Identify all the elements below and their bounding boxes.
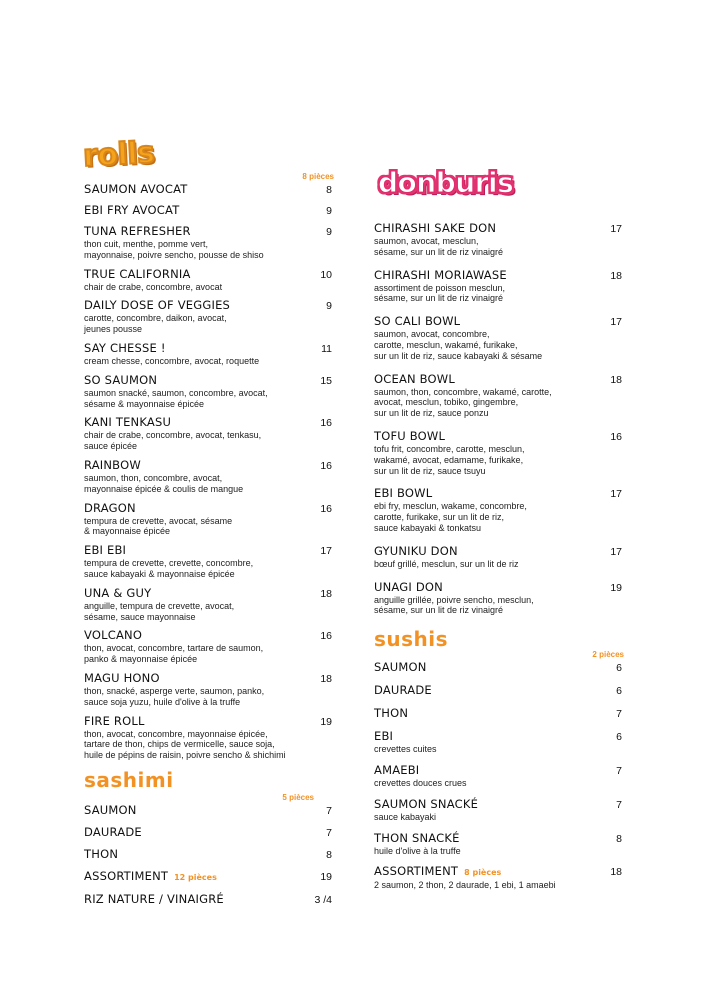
donburis-logo: donburis bbox=[378, 166, 514, 199]
menu-item-name bbox=[84, 628, 142, 642]
menu-item-row bbox=[84, 847, 334, 862]
menu-item-price: 10 bbox=[320, 268, 332, 281]
menu-item-name bbox=[84, 267, 191, 281]
menu-item-description: thon, snacké, asperge verte, saumon, panko, bbox=[84, 685, 265, 696]
menu-item-row bbox=[84, 203, 334, 218]
menu-item-name bbox=[84, 341, 166, 355]
menu-item bbox=[374, 864, 624, 891]
menu-item-price: 17 bbox=[320, 545, 332, 558]
menu-item-name-text: RIZ NATURE / VINAIGRÉ bbox=[84, 891, 224, 906]
menu-item-row bbox=[374, 372, 624, 387]
sushis-pieces-note: 2 pièces bbox=[592, 650, 624, 660]
sushis-list bbox=[374, 660, 624, 891]
menu-item-name-text: SAUMON SNACKÉ bbox=[374, 796, 479, 811]
menu-item-row bbox=[374, 429, 624, 444]
menu-item-name bbox=[84, 892, 224, 906]
menu-item bbox=[84, 415, 334, 452]
menu-item-name-text: SAUMON bbox=[84, 802, 137, 817]
menu-item bbox=[374, 486, 624, 533]
menu-item-row bbox=[84, 415, 334, 430]
donburis-list bbox=[374, 221, 624, 616]
menu-item bbox=[374, 221, 624, 258]
sushis-title: sushis bbox=[374, 627, 449, 652]
menu-item-price: 17 bbox=[610, 223, 622, 235]
menu-item-name bbox=[84, 415, 171, 429]
menu-item-name bbox=[374, 797, 478, 811]
menu-item-name-text: GYUNIKU DON bbox=[374, 543, 458, 558]
menu-item-name-text: ASSORTIMENT bbox=[374, 864, 459, 879]
menu-item-name bbox=[374, 580, 443, 594]
menu-item-pieces-note: 12 pièces bbox=[174, 872, 217, 882]
menu-item-price: 7 bbox=[326, 804, 332, 817]
menu-item-name bbox=[374, 864, 501, 880]
menu-item-description: sauce épicée bbox=[84, 441, 138, 452]
menu-item-name-text: TUNA REFRESHER bbox=[84, 224, 191, 238]
sashimi-list bbox=[84, 803, 334, 907]
menu-item-price: 8 bbox=[616, 832, 622, 845]
menu-item-name-text: CHIRASHI MORIAWASE bbox=[374, 267, 507, 282]
menu-item-price: 7 bbox=[616, 764, 622, 777]
menu-item-price: 19 bbox=[320, 715, 332, 728]
sashimi-title: sashimi bbox=[84, 767, 174, 792]
menu-item-name bbox=[374, 268, 507, 282]
menu-item-row bbox=[84, 869, 334, 885]
menu-item-description: mayonnaise, poivre sencho, pousse de shiso bbox=[84, 249, 264, 260]
menu-item-name-text: VOLCANO bbox=[84, 628, 143, 643]
menu-item-name bbox=[84, 298, 230, 312]
menu-item-description: sur un lit de riz, sauce kabayaki & sésame bbox=[374, 350, 543, 361]
menu-item bbox=[374, 706, 624, 721]
menu-item-price: 8 bbox=[326, 184, 332, 196]
menu-item bbox=[374, 797, 624, 823]
menu-item bbox=[84, 298, 334, 335]
menu-item-price: 19 bbox=[610, 581, 622, 594]
menu-item-description: tempura de crevette, crevette, concombre, bbox=[84, 558, 254, 569]
menu-item bbox=[84, 543, 334, 580]
menu-item-description: mayonnaise épicée & coulis de mangue bbox=[84, 483, 244, 494]
menu-item-name bbox=[374, 221, 496, 235]
menu-item-row bbox=[374, 763, 624, 778]
menu-item-name-text: AMAEBI bbox=[374, 762, 420, 777]
menu-item-description: saumon snacké, saumon, concombre, avocat, bbox=[84, 387, 268, 398]
menu-item bbox=[374, 268, 624, 305]
menu-item-name bbox=[84, 203, 179, 217]
menu-item-price: 18 bbox=[610, 373, 622, 386]
menu-item-price: 17 bbox=[610, 316, 622, 329]
menu-item-row bbox=[374, 268, 624, 283]
menu-item-row bbox=[374, 314, 624, 329]
menu-item-name-text: EBI bbox=[374, 729, 394, 744]
menu-item-name-text: THON bbox=[84, 846, 119, 861]
menu-item-description: thon, avocat, concombre, tartare de saumon, bbox=[84, 643, 264, 654]
menu-item-description: huile d'olive à la truffe bbox=[374, 845, 461, 856]
menu-item-name-text: THON bbox=[374, 706, 409, 721]
menu-item-row bbox=[84, 458, 334, 473]
menu-item bbox=[84, 501, 334, 538]
menu-item bbox=[374, 831, 624, 857]
menu-item-row bbox=[84, 267, 334, 282]
menu-item-name-text: SAY CHESSE ! bbox=[84, 340, 166, 355]
menu-item-name bbox=[84, 869, 217, 885]
menu-item-name-text: TOFU BOWL bbox=[374, 428, 446, 443]
menu-item-price: 16 bbox=[610, 430, 622, 443]
menu-item bbox=[84, 267, 334, 293]
menu-item-name bbox=[84, 182, 188, 196]
menu-item-name bbox=[374, 486, 432, 500]
menu-item-description: sauce soja yuzu, huile d'olive à la truffe bbox=[84, 696, 241, 707]
menu-item-row bbox=[84, 298, 334, 313]
menu-item-description: cream chesse, concombre, avocat, roquette bbox=[84, 355, 260, 366]
menu-item-name bbox=[84, 825, 142, 839]
menu-item-name bbox=[374, 763, 419, 777]
menu-item-description: carotte, furikake, sur un lit de riz, bbox=[374, 512, 505, 523]
menu-item-description: carotte, concombre, daikon, avocat, bbox=[84, 313, 227, 324]
menu-item-price: 9 bbox=[326, 205, 332, 217]
menu-item-row bbox=[84, 714, 334, 729]
menu-item-description: saumon, thon, concombre, avocat, bbox=[84, 472, 223, 483]
menu-item-row bbox=[374, 831, 624, 846]
menu-item-price: 19 bbox=[320, 870, 332, 883]
menu-item bbox=[84, 671, 334, 708]
menu-item-name bbox=[84, 373, 157, 387]
menu-item bbox=[84, 892, 334, 907]
menu-item-name-text: SAUMON AVOCAT bbox=[84, 182, 188, 196]
menu-item-price: 7 bbox=[616, 708, 622, 721]
menu-item-name bbox=[374, 660, 427, 674]
menu-item-price: 6 bbox=[616, 685, 622, 698]
menu-item-description: saumon, avocat, mesclun, bbox=[374, 236, 479, 246]
menu-item-name bbox=[374, 314, 460, 328]
menu-item-description: sur un lit de riz, sauce ponzu bbox=[374, 408, 489, 419]
menu-item-description: bœuf grillé, mesclun, sur un lit de riz bbox=[374, 558, 519, 569]
menu-item-price: 3 /4 bbox=[314, 893, 332, 906]
menu-item-row bbox=[374, 729, 624, 744]
menu-item-name bbox=[84, 671, 160, 685]
menu-item-row bbox=[374, 864, 624, 880]
menu-item-price: 18 bbox=[610, 269, 622, 282]
menu-item-row bbox=[374, 660, 624, 675]
rolls-pieces-note: 8 pièces bbox=[302, 172, 334, 181]
menu-item bbox=[84, 803, 334, 818]
menu-item-row bbox=[374, 580, 624, 595]
menu-item-row bbox=[84, 341, 334, 356]
menu-item-name-text: ASSORTIMENT bbox=[84, 868, 169, 883]
menu-item-row bbox=[84, 803, 334, 818]
menu-item-name bbox=[374, 706, 408, 720]
menu-item-name bbox=[374, 683, 432, 697]
menu-item-description: sauce kabayaki & mayonnaise épicée bbox=[84, 568, 235, 579]
menu-item-price: 8 bbox=[326, 848, 332, 861]
menu-item-row bbox=[84, 501, 334, 516]
menu-item-row bbox=[84, 671, 334, 686]
menu-item-name bbox=[374, 544, 458, 558]
menu-item-row bbox=[374, 486, 624, 501]
menu-item-price: 16 bbox=[320, 417, 332, 430]
menu-item-description: anguille grillée, poivre sencho, mesclun, bbox=[374, 594, 534, 605]
menu-item-name-text: MAGU HONO bbox=[84, 670, 160, 685]
menu-item-name bbox=[84, 224, 191, 238]
menu-item-price: 15 bbox=[320, 374, 332, 387]
menu-item-price: 6 bbox=[616, 731, 622, 744]
menu-item-description: avocat, mesclun, tobiko, gingembre, bbox=[374, 397, 519, 408]
menu-item-name-text: CHIRASHI SAKE DON bbox=[374, 221, 497, 235]
menu-item-description: saumon, thon, concombre, wakamé, carotte, bbox=[374, 386, 552, 397]
menu-item bbox=[374, 314, 624, 361]
menu-item-price: 7 bbox=[326, 826, 332, 839]
menu-item-name-text: EBI EBI bbox=[84, 543, 127, 558]
menu-item-description: crevettes cuites bbox=[374, 744, 437, 755]
menu-item-name bbox=[374, 831, 460, 845]
menu-item-name-text: EBI FRY AVOCAT bbox=[84, 203, 180, 217]
menu-item-name-text: EBI BOWL bbox=[374, 486, 433, 501]
menu-item-description: crevettes douces crues bbox=[374, 777, 467, 788]
menu-item-row bbox=[374, 706, 624, 721]
menu-item bbox=[84, 825, 334, 840]
menu-item-description: tartare de thon, chips de vermicelle, sauce soja, bbox=[84, 739, 275, 750]
menu-item-price: 9 bbox=[326, 300, 332, 313]
menu-item-description: sauce kabayaki bbox=[374, 811, 437, 822]
menu-item bbox=[374, 544, 624, 570]
menu-item-name bbox=[374, 372, 455, 386]
menu-item-description: carotte, mesclun, wakamé, furikake, bbox=[374, 339, 518, 350]
menu-item-row bbox=[374, 221, 624, 236]
menu-item-pieces-note: 8 pièces bbox=[464, 868, 502, 878]
menu-item-description: anguille, tempura de crevette, avocat, bbox=[84, 600, 235, 611]
menu-item-row bbox=[84, 628, 334, 643]
menu-item-row bbox=[374, 797, 624, 812]
menu-item-name-text: THON SNACKÉ bbox=[374, 830, 460, 845]
menu-item-price: 7 bbox=[616, 798, 622, 811]
menu-item bbox=[84, 869, 334, 885]
menu-item-price: 6 bbox=[616, 662, 622, 675]
menu-item-description: saumon, avocat, concombre, bbox=[374, 329, 490, 340]
menu-item bbox=[84, 628, 334, 665]
menu-item-name-text: KANI TENKASU bbox=[84, 415, 172, 430]
menu-item-price: 18 bbox=[320, 672, 332, 685]
menu-item bbox=[84, 203, 334, 218]
menu-item bbox=[374, 763, 624, 789]
menu-item-row bbox=[84, 543, 334, 558]
menu-item bbox=[84, 586, 334, 623]
menu-item-name-text: SO CALI BOWL bbox=[374, 314, 461, 329]
menu-item-name-text: UNA & GUY bbox=[84, 585, 152, 600]
menu-item-description: & mayonnaise épicée bbox=[84, 526, 171, 537]
menu-item-row bbox=[84, 373, 334, 388]
menu-item-name bbox=[84, 543, 126, 557]
menu-item-name bbox=[84, 714, 145, 728]
menu-item-row bbox=[84, 182, 334, 197]
menu-item-description: assortiment de poisson mesclun, bbox=[374, 282, 506, 293]
menu-item-price: 16 bbox=[320, 630, 332, 643]
menu-item-description: sur un lit de riz, sauce tsuyu bbox=[374, 465, 486, 476]
menu-item-description: sésame, sur un lit de riz vinaigré bbox=[374, 293, 504, 304]
right-column bbox=[374, 165, 624, 899]
menu-item bbox=[84, 373, 334, 410]
menu-item-description: sésame, sur un lit de riz vinaigré bbox=[374, 605, 504, 616]
menu-item-name bbox=[84, 847, 118, 861]
menu-item-price: 9 bbox=[326, 226, 332, 238]
menu-item-row bbox=[84, 586, 334, 601]
menu-item-name bbox=[84, 458, 141, 472]
menu-item-price: 11 bbox=[321, 342, 332, 355]
menu-item bbox=[84, 458, 334, 495]
menu-item bbox=[374, 580, 624, 617]
menu-item-name bbox=[374, 429, 445, 443]
menu-item-description: sésame & mayonnaise épicée bbox=[84, 398, 205, 409]
menu-item-row bbox=[84, 892, 334, 907]
menu-item-name-text: SO SAUMON bbox=[84, 372, 158, 387]
menu-item-row bbox=[84, 825, 334, 840]
menu-item-price: 16 bbox=[320, 459, 332, 472]
menu-item bbox=[84, 182, 334, 197]
menu-item-price: 17 bbox=[610, 488, 622, 501]
menu-item bbox=[374, 660, 624, 675]
menu-item-description: thon cuit, menthe, pomme vert, bbox=[84, 239, 209, 249]
menu-item-description: wakamé, avocat, edamame, furikake, bbox=[374, 454, 524, 465]
menu-item bbox=[374, 429, 624, 476]
menu-item-name-text: OCEAN BOWL bbox=[374, 371, 455, 386]
menu-item-description: thon, avocat, concombre, mayonnaise épicée, bbox=[84, 728, 268, 739]
menu-item-row bbox=[374, 544, 624, 559]
menu-item-name-text: DAURADE bbox=[374, 683, 432, 698]
menu-item-row bbox=[84, 224, 334, 239]
menu-item-description: huile de pépins de raisin, poivre sencho & shichimi bbox=[84, 750, 286, 761]
menu-item-description: chair de crabe, concombre, avocat bbox=[84, 281, 223, 292]
menu-item-description: panko & mayonnaise épicée bbox=[84, 654, 198, 665]
menu-item-price: 17 bbox=[610, 545, 622, 558]
menu-item-name bbox=[84, 501, 136, 515]
menu-item bbox=[84, 847, 334, 862]
menu-item-price: 16 bbox=[320, 502, 332, 515]
menu-item-name-text: TRUE CALIFORNIA bbox=[84, 266, 191, 281]
menu-item-name bbox=[374, 729, 393, 743]
left-column bbox=[82, 135, 334, 914]
menu-item-name-text: FIRE ROLL bbox=[84, 713, 145, 728]
menu-item-description: chair de crabe, concombre, avocat, tenkasu, bbox=[84, 430, 262, 441]
menu-item bbox=[84, 341, 334, 367]
rolls-list bbox=[84, 182, 334, 761]
menu-item-name-text: UNAGI DON bbox=[374, 579, 443, 594]
menu-item-price: 18 bbox=[320, 587, 332, 600]
menu-item-description: sésame, sauce mayonnaise bbox=[84, 611, 196, 622]
menu-item-description: 2 saumon, 2 thon, 2 daurade, 1 ebi, 1 amaebi bbox=[374, 880, 556, 891]
menu-item-description: tempura de crevette, avocat, sésame bbox=[84, 515, 233, 526]
menu-item bbox=[374, 372, 624, 419]
menu-item-description: tofu frit, concombre, carotte, mesclun, bbox=[374, 443, 525, 454]
menu-item-name-text: RAINBOW bbox=[84, 457, 141, 472]
menu-item-description: jeunes pousse bbox=[84, 324, 143, 335]
menu-item bbox=[84, 224, 334, 261]
menu-item bbox=[84, 714, 334, 761]
menu-item-name-text: DAILY DOSE OF VEGGIES bbox=[84, 298, 231, 313]
menu-item-description: ebi fry, mesclun, wakame, concombre, bbox=[374, 501, 527, 512]
menu-item-price: 18 bbox=[610, 866, 622, 879]
menu-item bbox=[374, 729, 624, 755]
menu-item-name bbox=[84, 586, 151, 600]
menu-item-row bbox=[374, 683, 624, 698]
menu-item-description: sauce kabayaki & tonkatsu bbox=[374, 522, 482, 533]
menu-item-description: sésame, sur un lit de riz vinaigré bbox=[374, 246, 504, 257]
menu-item-name bbox=[84, 803, 137, 817]
menu-item-name-text: DAURADE bbox=[84, 824, 142, 839]
menu-item-name-text: SAUMON bbox=[374, 660, 427, 675]
menu-item bbox=[374, 683, 624, 698]
menu-item-name-text: DRAGON bbox=[84, 500, 136, 515]
sashimi-pieces-note: 5 pièces bbox=[282, 792, 314, 802]
rolls-logo: rolls bbox=[82, 135, 156, 174]
